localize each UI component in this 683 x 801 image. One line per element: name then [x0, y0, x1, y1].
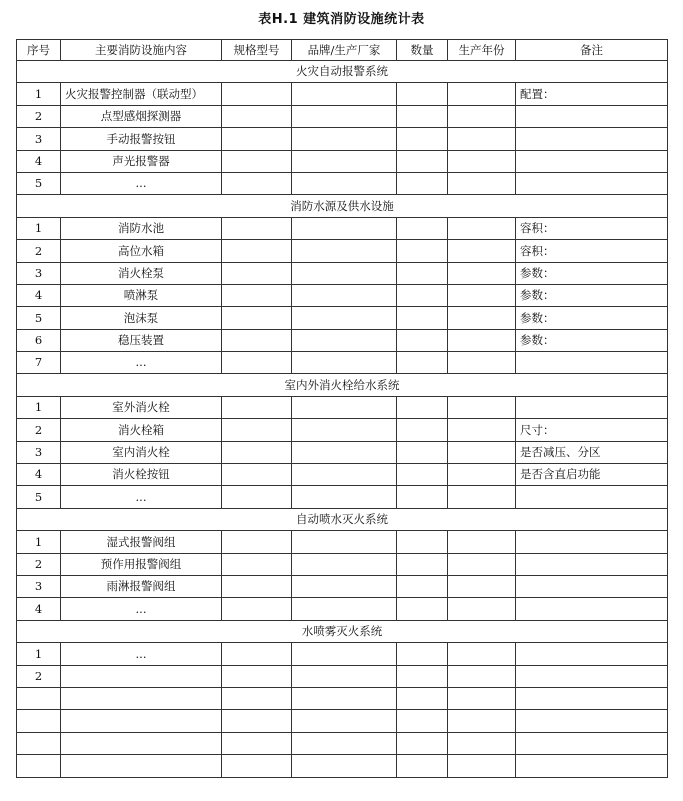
table-body [17, 61, 668, 778]
cell-qty [397, 575, 448, 597]
table-row [17, 486, 668, 508]
cell-note: 是否减压、分区 [516, 441, 668, 463]
cell-spec [222, 732, 292, 754]
cell-note [516, 128, 668, 150]
cell-note [516, 531, 668, 553]
cell-year [448, 128, 516, 150]
cell-year [448, 553, 516, 575]
cell-spec [222, 83, 292, 105]
cell-spec [222, 598, 292, 620]
cell-note [516, 643, 668, 665]
cell-item [61, 755, 222, 777]
cell-brand [292, 575, 397, 597]
cell-item: ... [61, 486, 222, 508]
cell-item: ... [61, 598, 222, 620]
cell-spec [222, 419, 292, 441]
cell-spec [222, 687, 292, 709]
cell-no: 2 [17, 419, 61, 441]
cell-year [448, 217, 516, 239]
cell-spec [222, 150, 292, 172]
cell-year [448, 575, 516, 597]
cell-qty [397, 172, 448, 194]
cell-brand [292, 307, 397, 329]
cell-no: 3 [17, 128, 61, 150]
cell-qty [397, 83, 448, 105]
cell-year [448, 83, 516, 105]
cell-qty [397, 665, 448, 687]
table-row [17, 755, 668, 777]
cell-no [17, 710, 61, 732]
cell-spec [222, 755, 292, 777]
table-row [17, 710, 668, 732]
cell-no: 4 [17, 598, 61, 620]
cell-year [448, 710, 516, 732]
cell-note: 参数： [516, 307, 668, 329]
cell-qty [397, 419, 448, 441]
table-row [17, 396, 668, 418]
cell-spec [222, 172, 292, 194]
cell-brand [292, 396, 397, 418]
cell-spec [222, 643, 292, 665]
cell-no: 2 [17, 240, 61, 262]
cell-note [516, 665, 668, 687]
cell-spec [222, 396, 292, 418]
cell-spec [222, 284, 292, 306]
cell-item: ... [61, 172, 222, 194]
cell-item: 消火栓按钮 [61, 464, 222, 486]
cell-qty [397, 710, 448, 732]
header-qty: 数量 [397, 40, 448, 61]
cell-note [516, 150, 668, 172]
cell-brand [292, 419, 397, 441]
cell-no [17, 687, 61, 709]
cell-no: 2 [17, 553, 61, 575]
cell-year [448, 105, 516, 127]
cell-brand [292, 441, 397, 463]
cell-note: 容积： [516, 217, 668, 239]
cell-brand [292, 128, 397, 150]
cell-qty [397, 240, 448, 262]
cell-year [448, 643, 516, 665]
cell-no: 7 [17, 352, 61, 374]
cell-qty [397, 755, 448, 777]
cell-no: 4 [17, 464, 61, 486]
facility-table [16, 39, 668, 778]
cell-year [448, 352, 516, 374]
cell-year [448, 598, 516, 620]
table-row [17, 329, 668, 351]
table-row [17, 150, 668, 172]
cell-note [516, 710, 668, 732]
cell-item: 室内消火栓 [61, 441, 222, 463]
cell-spec [222, 575, 292, 597]
header-item: 主要消防设施内容 [61, 40, 222, 61]
cell-no: 3 [17, 441, 61, 463]
cell-brand [292, 464, 397, 486]
table-title: 表H.1 建筑消防设施统计表 [258, 12, 425, 27]
cell-qty [397, 643, 448, 665]
cell-item: 消防水池 [61, 217, 222, 239]
cell-spec [222, 240, 292, 262]
cell-qty [397, 284, 448, 306]
cell-spec [222, 710, 292, 732]
table-row [17, 105, 668, 127]
cell-note [516, 172, 668, 194]
cell-brand [292, 531, 397, 553]
table-row [17, 128, 668, 150]
cell-brand [292, 329, 397, 351]
cell-note: 参数： [516, 284, 668, 306]
section-row [17, 508, 668, 530]
cell-item: 室外消火栓 [61, 396, 222, 418]
cell-item: 消火栓泵 [61, 262, 222, 284]
table-row [17, 419, 668, 441]
cell-brand [292, 687, 397, 709]
cell-qty [397, 105, 448, 127]
section-title: 消防水源及供水设施 [17, 195, 668, 217]
cell-brand [292, 598, 397, 620]
cell-brand [292, 352, 397, 374]
cell-no [17, 755, 61, 777]
cell-item: 湿式报警阀组 [61, 531, 222, 553]
cell-year [448, 396, 516, 418]
cell-note: 容积： [516, 240, 668, 262]
section-row [17, 195, 668, 217]
cell-spec [222, 329, 292, 351]
cell-year [448, 240, 516, 262]
cell-brand [292, 284, 397, 306]
cell-spec [222, 217, 292, 239]
cell-brand [292, 217, 397, 239]
cell-spec [222, 307, 292, 329]
cell-spec [222, 486, 292, 508]
cell-qty [397, 598, 448, 620]
header-note: 备注 [516, 40, 668, 61]
cell-spec [222, 128, 292, 150]
cell-note: 配置： [516, 83, 668, 105]
cell-no: 2 [17, 105, 61, 127]
table-row [17, 575, 668, 597]
cell-year [448, 732, 516, 754]
cell-year [448, 486, 516, 508]
table-row [17, 83, 668, 105]
cell-spec [222, 665, 292, 687]
cell-qty [397, 531, 448, 553]
table-row [17, 553, 668, 575]
cell-qty [397, 128, 448, 150]
cell-spec [222, 352, 292, 374]
cell-no: 1 [17, 643, 61, 665]
cell-qty [397, 687, 448, 709]
cell-item: 点型感烟探测器 [61, 105, 222, 127]
table-row [17, 665, 668, 687]
cell-no [17, 732, 61, 754]
cell-item: 火灾报警控制器（联动型） [61, 83, 222, 105]
cell-item: ... [61, 643, 222, 665]
cell-brand [292, 665, 397, 687]
cell-year [448, 464, 516, 486]
cell-qty [397, 553, 448, 575]
cell-no: 1 [17, 531, 61, 553]
cell-brand [292, 262, 397, 284]
cell-no: 1 [17, 396, 61, 418]
cell-brand [292, 732, 397, 754]
cell-qty [397, 150, 448, 172]
section-title: 水喷雾灭火系统 [17, 620, 668, 642]
cell-item: 预作用报警阀组 [61, 553, 222, 575]
cell-brand [292, 240, 397, 262]
cell-year [448, 441, 516, 463]
cell-no: 5 [17, 307, 61, 329]
cell-note: 参数： [516, 329, 668, 351]
table-row [17, 217, 668, 239]
header-no: 序号 [17, 40, 61, 61]
table-row [17, 262, 668, 284]
cell-note [516, 575, 668, 597]
cell-item: 雨淋报警阀组 [61, 575, 222, 597]
cell-item: 高位水箱 [61, 240, 222, 262]
cell-no: 5 [17, 172, 61, 194]
section-row [17, 61, 668, 83]
cell-item [61, 710, 222, 732]
cell-note [516, 687, 668, 709]
cell-item: ... [61, 352, 222, 374]
table-row [17, 352, 668, 374]
cell-year [448, 531, 516, 553]
table-row [17, 687, 668, 709]
cell-note [516, 755, 668, 777]
table-row [17, 441, 668, 463]
cell-no: 4 [17, 150, 61, 172]
cell-no: 3 [17, 262, 61, 284]
cell-year [448, 329, 516, 351]
cell-brand [292, 486, 397, 508]
cell-year [448, 665, 516, 687]
cell-item: 稳压装置 [61, 329, 222, 351]
cell-spec [222, 553, 292, 575]
cell-no: 3 [17, 575, 61, 597]
cell-note [516, 352, 668, 374]
cell-item [61, 732, 222, 754]
cell-qty [397, 441, 448, 463]
cell-qty [397, 486, 448, 508]
cell-year [448, 755, 516, 777]
cell-item: 手动报警按钮 [61, 128, 222, 150]
cell-no: 1 [17, 83, 61, 105]
section-title: 自动喷水灭火系统 [17, 508, 668, 530]
cell-spec [222, 441, 292, 463]
cell-qty [397, 217, 448, 239]
header-brand: 品牌/生产厂家 [292, 40, 397, 61]
cell-brand [292, 172, 397, 194]
cell-year [448, 307, 516, 329]
cell-item [61, 665, 222, 687]
section-row [17, 374, 668, 396]
cell-note [516, 105, 668, 127]
cell-brand [292, 755, 397, 777]
cell-brand [292, 105, 397, 127]
table-row [17, 531, 668, 553]
cell-no: 5 [17, 486, 61, 508]
cell-no: 2 [17, 665, 61, 687]
cell-brand [292, 83, 397, 105]
cell-qty [397, 262, 448, 284]
cell-note: 尺寸： [516, 419, 668, 441]
section-title: 室内外消火栓给水系统 [17, 374, 668, 396]
cell-no: 1 [17, 217, 61, 239]
table-row [17, 464, 668, 486]
cell-year [448, 262, 516, 284]
cell-note: 是否含直启功能 [516, 464, 668, 486]
section-title: 火灾自动报警系统 [17, 61, 668, 83]
cell-note [516, 486, 668, 508]
header-year: 生产年份 [448, 40, 516, 61]
cell-note: 参数： [516, 262, 668, 284]
cell-spec [222, 464, 292, 486]
cell-brand [292, 710, 397, 732]
header-spec: 规格型号 [222, 40, 292, 61]
cell-brand [292, 150, 397, 172]
cell-qty [397, 307, 448, 329]
table-row [17, 598, 668, 620]
cell-note [516, 732, 668, 754]
cell-qty [397, 396, 448, 418]
table-row [17, 732, 668, 754]
cell-note [516, 598, 668, 620]
cell-qty [397, 352, 448, 374]
cell-brand [292, 553, 397, 575]
table-row [17, 643, 668, 665]
cell-brand [292, 643, 397, 665]
cell-year [448, 284, 516, 306]
table-row [17, 307, 668, 329]
cell-item: 喷淋泵 [61, 284, 222, 306]
section-row [17, 620, 668, 642]
table-row [17, 172, 668, 194]
cell-year [448, 172, 516, 194]
cell-spec [222, 105, 292, 127]
cell-item [61, 687, 222, 709]
cell-item: 声光报警器 [61, 150, 222, 172]
table-row [17, 284, 668, 306]
cell-year [448, 150, 516, 172]
cell-note [516, 396, 668, 418]
cell-no: 6 [17, 329, 61, 351]
cell-year [448, 419, 516, 441]
cell-spec [222, 262, 292, 284]
header-row [17, 40, 668, 61]
cell-item: 消火栓箱 [61, 419, 222, 441]
table-row [17, 240, 668, 262]
cell-spec [222, 531, 292, 553]
cell-no: 4 [17, 284, 61, 306]
cell-qty [397, 732, 448, 754]
cell-qty [397, 464, 448, 486]
cell-note [516, 553, 668, 575]
cell-year [448, 687, 516, 709]
cell-item: 泡沫泵 [61, 307, 222, 329]
cell-qty [397, 329, 448, 351]
